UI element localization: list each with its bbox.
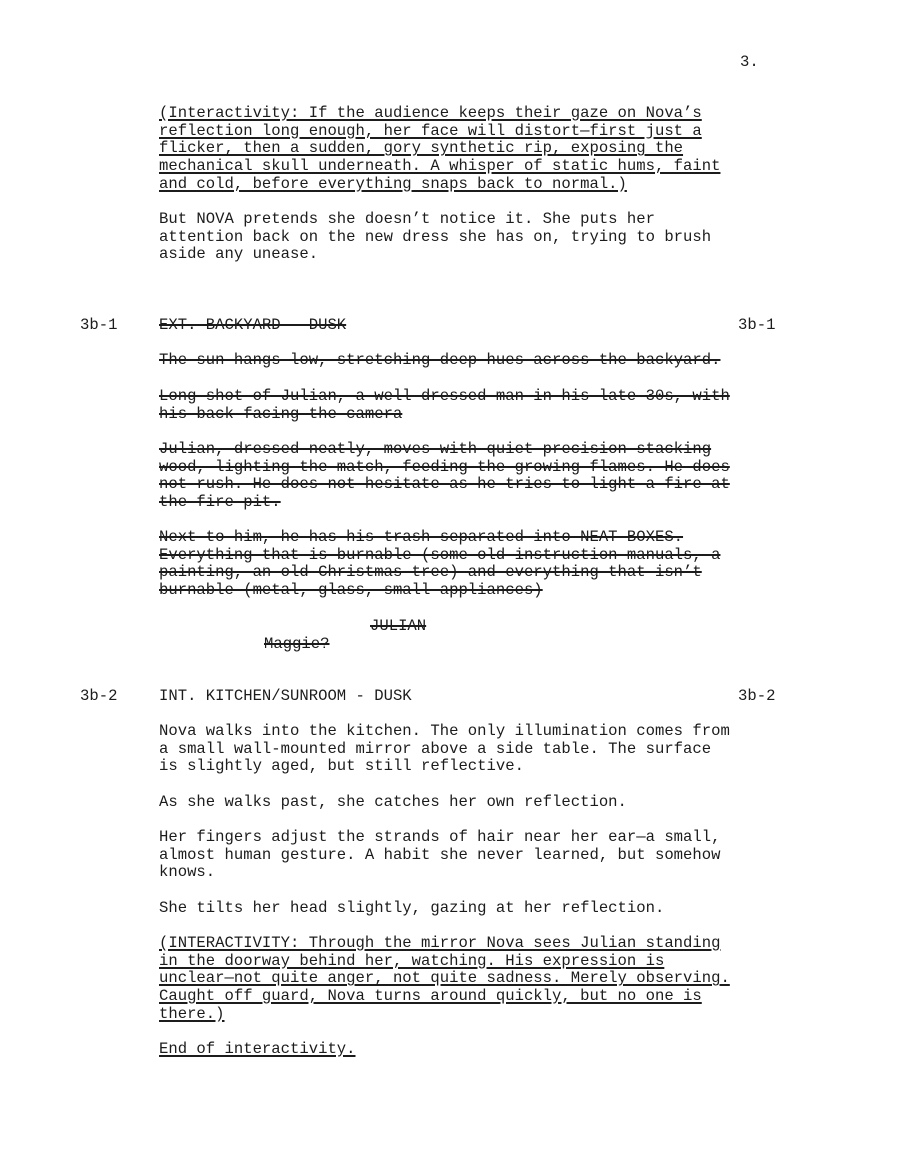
action-paragraph: Julian, dressed neatly, moves with quiet precision—stacking wood, lighting the match, feeding the growing flames. He does not rush. He does not hesitate as he tries to light a fire at the fire pit. [159, 440, 730, 512]
action-paragraph: She tilts her head slightly, gazing at her reflection. [159, 899, 665, 917]
interactivity-note: (Interactivity: If the audience keeps their gaze on Nova’s reflection long enough, her face will distort—first just a flicker, then a sudden, gory synthetic rip, exposing the mechanical skull underneath. A whisper of static hums, faint and cold, before everything snaps back to normal.) [159, 104, 721, 193]
action-paragraph: Long shot of Julian, a well dressed man in his late 30s, with his back facing the camera [159, 387, 730, 423]
action-paragraph: The sun hangs low, stretching deep hues across the backyard. [159, 351, 721, 369]
action-paragraph: Next to him, he has his trash separated into NEAT BOXES. Everything that is burnable (some old instruction manuals, a painting, an old Christmas tree) and everything that isn’t burnable (metal, glass, small appliances) [159, 528, 721, 600]
action-paragraph: Nova walks into the kitchen. The only illumination comes from a small wall-mounted mirror above a side table. The surface is slightly aged, but still reflective. [159, 722, 730, 776]
scene-number-left: 3b-1 [80, 316, 118, 334]
scene-heading: INT. KITCHEN/SUNROOM - DUSK [159, 687, 412, 705]
interactivity-note: (INTERACTIVITY: Through the mirror Nova sees Julian standing in the doorway behind her, watching. His expression is unclear—not quite anger, not quite sadness. Merely observing. Caught off guard, Nova turns around quickly, but no one is there.) [159, 934, 730, 1023]
action-paragraph: But NOVA pretends she doesn’t notice it. She puts her attention back on the new dress she has on, trying to brush aside any unease. [159, 210, 712, 264]
character-name: JULIAN [370, 617, 427, 635]
closing-note: End of interactivity. [159, 1040, 356, 1058]
dialogue: Maggie? [264, 635, 330, 653]
action-paragraph: As she walks past, she catches her own reflection. [159, 793, 627, 811]
action-paragraph: Her fingers adjust the strands of hair near her ear—a small, almost human gesture. A habit she never learned, but somehow knows. [159, 828, 721, 882]
page-number: 3. [740, 53, 759, 71]
scene-number-right: 3b-1 [738, 316, 776, 334]
scene-heading: EXT. BACKYARD - DUSK [159, 316, 347, 334]
scene-number-right: 3b-2 [738, 687, 776, 705]
scene-number-left: 3b-2 [80, 687, 118, 705]
